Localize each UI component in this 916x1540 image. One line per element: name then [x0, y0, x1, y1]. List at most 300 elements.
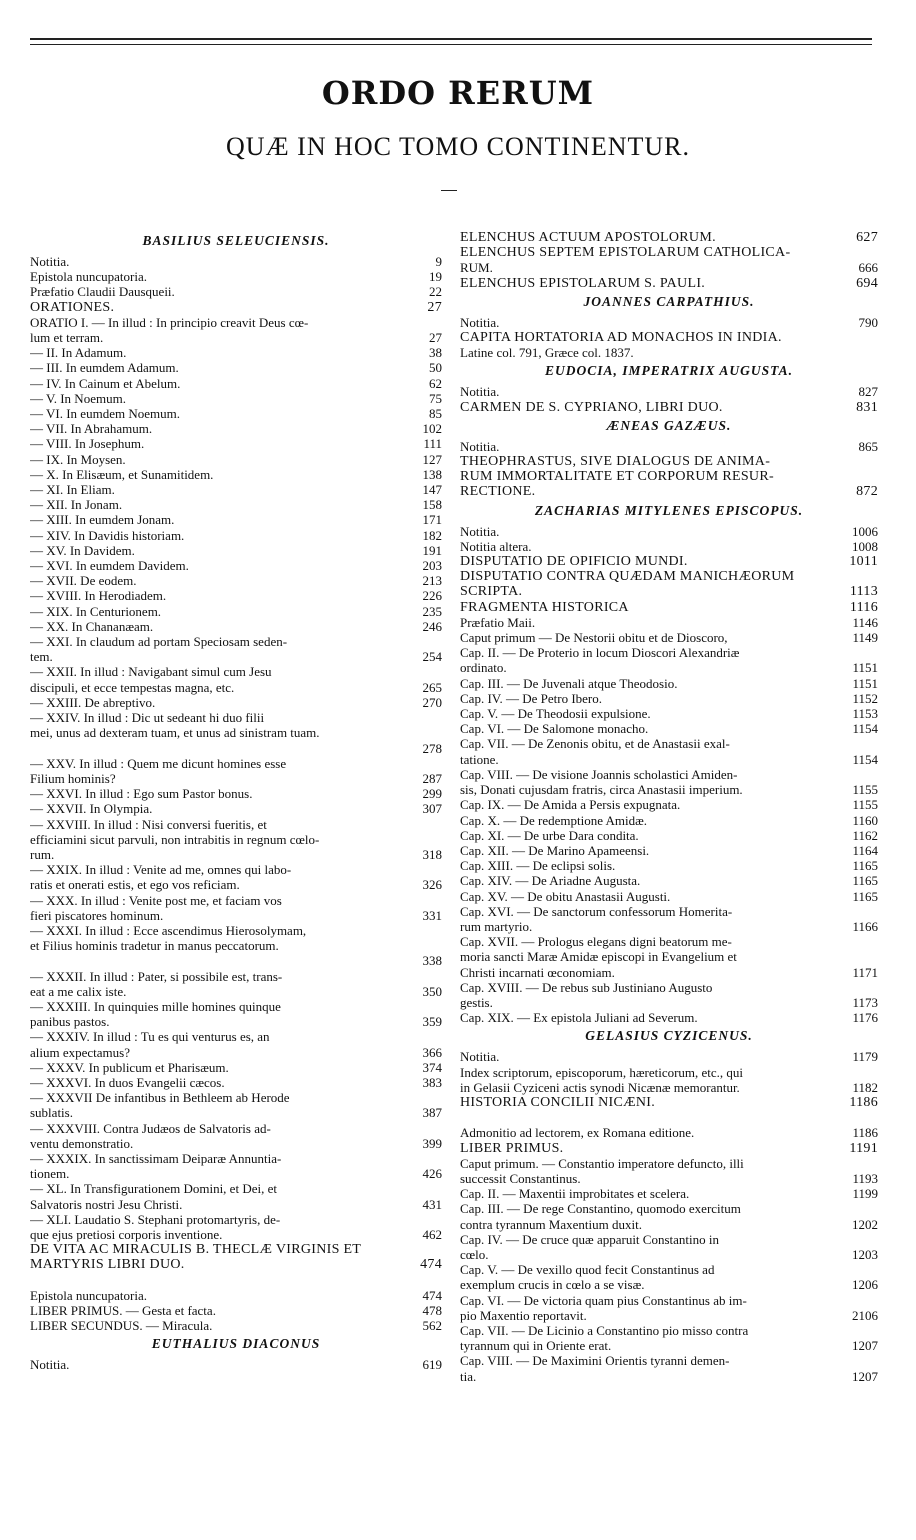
toc-entry [30, 1045, 442, 1060]
toc-entry-text: — XL. In Transfigurationem Domini, et Dei, et [30, 1181, 277, 1197]
toc-entry-page: 278 [420, 741, 443, 756]
toc-entry-page: 158 [420, 497, 443, 512]
toc-entry-text: Notitia altera. [460, 538, 532, 554]
toc-entry [460, 1232, 878, 1247]
toc-entry [460, 630, 878, 645]
toc-entry-text [30, 953, 33, 968]
toc-entry-text: tia. [460, 1368, 477, 1384]
toc-entry-page: 270 [420, 695, 443, 710]
toc-entry-page: 22 [426, 284, 442, 299]
top-rule [30, 38, 872, 45]
toc-entry-text: RECTIONE. [460, 484, 536, 500]
toc-entry [30, 1151, 442, 1166]
toc-entry-page: 426 [420, 1166, 443, 1181]
toc-entry-text: — XXIV. In illud : Dic ut sedeant hi duo filii [30, 710, 265, 726]
toc-entry-page: 246 [420, 619, 443, 634]
section-heading: BASILIUS SELEUCIENSIS. [142, 233, 330, 248]
toc-entry-page: 1155 [849, 797, 878, 812]
toc-entry [460, 782, 878, 797]
toc-entry [30, 877, 442, 892]
toc-entry-text: CARMEN DE S. CYPRIANO, LIBRI DUO. [460, 399, 723, 415]
toc-entry [30, 634, 442, 649]
toc-entry [30, 847, 442, 862]
toc-entry-text: tatione. [460, 751, 499, 767]
toc-entry-page: 27 [426, 330, 442, 345]
toc-entry-text: Cap. II. — Maxentii improbitates et scelera. [460, 1186, 690, 1202]
toc-entry-page: 359 [420, 1014, 443, 1029]
toc-entry-page: 1179 [849, 1049, 878, 1064]
toc-entry-text: Cap. VI. — De victoria quam pius Constantinus ab im- [460, 1292, 747, 1308]
toc-entry-page: 1008 [849, 539, 878, 554]
toc-entry [460, 645, 878, 660]
toc-entry-text: — XXXVIII. Contra Judæos de Salvatoris ad- [30, 1120, 271, 1136]
toc-entry-text: — XXXVI. In duos Evangelii cæcos. [30, 1074, 225, 1090]
toc-entry-page: 102 [420, 421, 443, 436]
toc-entry-text: — XXII. In illud : Navigabant simul cum Jesu [30, 664, 272, 680]
toc-entry-page: 191 [420, 543, 443, 558]
toc-entry-text: Epistola nuncupatoria. [30, 1287, 147, 1303]
toc-entry-text: Cap. VIII. — De visione Joannis scholastici Amiden- [460, 766, 738, 782]
toc-entry-page: 1006 [849, 524, 878, 539]
toc-entry-page: 366 [420, 1045, 443, 1060]
toc-entry-text: Cap. IV. — De cruce quæ apparuit Constantino in [460, 1231, 719, 1247]
toc-entry [460, 1277, 878, 1292]
toc-entry-page: 666 [856, 260, 879, 275]
toc-entry-page: 213 [420, 573, 443, 588]
toc-entry-text: Cap. VIII. — De Maximini Orientis tyranni demen- [460, 1353, 730, 1369]
toc-entry [30, 741, 442, 756]
section-heading: JOANNES CARPATHIUS. [583, 293, 755, 309]
toc-entry-text: Notitia. [460, 314, 500, 330]
toc-entry-page: 1165 [849, 889, 878, 904]
toc-entry [460, 1217, 878, 1232]
toc-entry-text: — V. In Noemum. [30, 390, 126, 406]
toc-entry-text: SCRIPTA. [460, 584, 523, 600]
toc-entry [30, 786, 442, 801]
toc-entry-text: ELENCHUS EPISTOLARUM S. PAULI. [460, 275, 706, 291]
toc-entry [30, 482, 442, 497]
toc-entry [460, 965, 878, 980]
section-heading: GELASIUS CYZICENUS. [585, 1028, 753, 1044]
toc-entry-text: efficiamini sicut parvuli, non intrabitis in regnum cœlo- [30, 831, 320, 847]
toc-entry-page: 1202 [849, 1217, 878, 1232]
toc-entry [460, 1171, 878, 1186]
toc-entry [460, 1125, 878, 1140]
toc-entry-page: 203 [420, 558, 443, 573]
toc-entry-text: exemplum crucis in cœlo a se visæ. [460, 1277, 645, 1293]
toc-entry [460, 439, 878, 454]
toc-entry-text: Præfatio Maii. [460, 614, 536, 630]
toc-entry-text: DISPUTATIO DE OPIFICIO MUNDI. [460, 554, 688, 570]
toc-entry [460, 660, 878, 675]
toc-entry [460, 1293, 878, 1308]
toc-entry-text: — VIII. In Josephum. [30, 436, 145, 452]
toc-entry-text: Admonitio ad lectorem, ex Romana editione. [460, 1125, 695, 1141]
toc-entry-text: — XXXIX. In sanctissimam Deiparæ Annuntia- [30, 1150, 282, 1166]
toc-entry-page: 387 [420, 1105, 443, 1120]
toc-entry-page: 1207 [849, 1338, 878, 1353]
toc-entry [460, 1353, 878, 1368]
toc-entry-text: Cap. VI. — De Salomone monacho. [460, 721, 649, 737]
toc-entry-text: FRAGMENTA HISTORICA [460, 599, 629, 615]
toc-entry [30, 1060, 442, 1075]
toc-entry-page: 374 [420, 1060, 443, 1075]
toc-entry-text: ORATIO I. — In illud : In principio creavit Deus cœ- [30, 314, 309, 330]
toc-entry-text: Salvatoris nostri Jesu Christi. [30, 1196, 183, 1212]
toc-entry [30, 893, 442, 908]
toc-entry-text: — XXXV. In publicum et Pharisæum. [30, 1059, 229, 1075]
toc-entry-text: Cap. XVII. — Prologus elegans digni beatorum me- [460, 934, 732, 950]
toc-entry [460, 276, 878, 291]
toc-entry [460, 919, 878, 934]
toc-entry-page: 1162 [849, 828, 878, 843]
toc-entry-text: tionem. [30, 1166, 70, 1182]
toc-entry [460, 345, 878, 360]
toc-entry-page: 1193 [849, 1171, 878, 1186]
toc-entry [460, 1080, 878, 1095]
toc-entry-text: Notitia. [30, 254, 70, 269]
toc-entry-text: Caput primum — De Nestorii obitu et de Dioscoro, [460, 630, 728, 646]
toc-entry-text: contra tyrannum Maxentium duxit. [460, 1216, 642, 1232]
toc-entry [460, 615, 878, 630]
toc-entry [30, 315, 442, 330]
toc-entry [30, 528, 442, 543]
toc-entry [460, 980, 878, 995]
toc-entry-text: discipuli, et ecce tempestas magna, etc. [30, 679, 235, 695]
toc-entry-text: sis, Donati cujusdam fratris, circa Anastasii imperium. [460, 782, 743, 798]
toc-entry-page: 831 [853, 400, 878, 415]
toc-entry-text: gestis. [460, 994, 493, 1010]
toc-entry-text: LIBER PRIMUS. [460, 1140, 564, 1156]
toc-entry-page: 127 [420, 452, 443, 467]
toc-entry [460, 1338, 878, 1353]
toc-entry-text: in Gelasii Cyziceni actis synodi Nicænæ memorantur. [460, 1079, 740, 1095]
toc-entry-page: 1207 [849, 1369, 878, 1384]
toc-entry [460, 1247, 878, 1262]
toc-entry-text: moria sancti Maræ Amidæ episcopi in Evangelium et [460, 949, 737, 965]
toc-entry [30, 284, 442, 299]
toc-entry [30, 406, 442, 421]
toc-entry [30, 938, 442, 953]
toc-entry-text: ORATIONES. [30, 299, 115, 315]
toc-entry-page: 474 [417, 1257, 442, 1272]
toc-entry-text: — XXXII. In illud : Pater, si possibile est, trans- [30, 968, 283, 984]
toc-entry-text: — XXXIII. In quinquies mille homines quinque [30, 998, 281, 1014]
toc-entry [460, 889, 878, 904]
section-heading: ZACHARIAS MITYLENES EPISCOPUS. [534, 502, 804, 518]
toc-entry [30, 832, 442, 847]
toc-entry [30, 649, 442, 664]
section-heading: EUTHALIUS DIACONUS [151, 1336, 321, 1352]
toc-entry-page: 38 [426, 345, 442, 360]
toc-entry-text [30, 741, 33, 756]
toc-entry [30, 543, 442, 558]
toc-entry [30, 756, 442, 771]
toc-entry-page: 1203 [849, 1247, 878, 1262]
toc-entry [460, 1065, 878, 1080]
toc-entry [460, 484, 878, 499]
toc-entry [30, 1357, 442, 1372]
toc-entry-page: 1186 [849, 1125, 878, 1140]
toc-entry-page: 1191 [846, 1141, 878, 1156]
toc-entry-page: 865 [856, 439, 879, 454]
toc-entry-text: ventu demonstratio. [30, 1135, 134, 1151]
toc-entry [30, 923, 442, 938]
toc-entry [460, 767, 878, 782]
toc-entry [30, 512, 442, 527]
toc-entry-text: lum et terram. [30, 330, 104, 346]
section-heading: EUDOCIA, IMPERATRIX AUGUSTA. [544, 363, 794, 379]
toc-entry [30, 619, 442, 634]
toc-entry-text: Notitia. [460, 523, 500, 539]
toc-entry-page: 326 [420, 877, 443, 892]
toc-entry [30, 604, 442, 619]
toc-entry [30, 1318, 442, 1333]
toc-entry-page: 1171 [849, 965, 878, 980]
toc-entry-text: ELENCHUS ACTUUM APOSTOLORUM. [460, 230, 716, 245]
toc-entry-text: MARTYRIS LIBRI DUO. [30, 1257, 185, 1273]
toc-entry [460, 995, 878, 1010]
toc-entry-text: — XXVI. In illud : Ego sum Pastor bonus. [30, 786, 253, 802]
toc-entry [460, 600, 878, 615]
toc-entry-text: Cap. II. — De Proterio in locum Dioscori Alexandriæ [460, 645, 740, 661]
toc-entry-page: 171 [420, 512, 443, 527]
toc-entry-page: 872 [853, 484, 878, 499]
toc-entry [460, 736, 878, 751]
toc-entry-text: Caput primum. — Constantio imperatore defuncto, illi [460, 1155, 744, 1171]
toc-entry [30, 345, 442, 360]
toc-entry [30, 725, 442, 740]
toc-entry [460, 584, 878, 599]
toc-entry [30, 269, 442, 284]
toc-entry [460, 828, 878, 843]
toc-entry-page: 50 [426, 360, 442, 375]
toc-entry-page: 1011 [846, 554, 878, 569]
toc-entry [460, 315, 878, 330]
toc-entry-text: — XXXVII De infantibus in Bethleem ab Herode [30, 1090, 290, 1106]
toc-entry-text: pio Maxentio reportavit. [460, 1307, 587, 1323]
toc-entry-text: — XI. In Eliam. [30, 482, 115, 498]
toc-entry [30, 376, 442, 391]
toc-entry [30, 1075, 442, 1090]
toc-entry [460, 1010, 878, 1025]
toc-entry-text: mei, unus ad dexteram tuam, et unus ad sinistram tuam. [30, 725, 320, 741]
toc-entry-page: 462 [420, 1227, 443, 1242]
toc-entry-page: 790 [856, 315, 879, 330]
toc-entry-page: 1199 [849, 1186, 878, 1201]
toc-entry [30, 1105, 442, 1120]
toc-entry-text: et Filius hominis tradetur in manus peccatorum. [30, 938, 279, 954]
toc-entry [30, 1212, 442, 1227]
toc-entry-page: 1182 [849, 1080, 878, 1095]
toc-entry [460, 706, 878, 721]
toc-entry-text: Præfatio Claudii Dausqueii. [30, 284, 175, 300]
toc-entry [30, 360, 442, 375]
toc-entry [30, 999, 442, 1014]
toc-entry-text: Cap. IV. — De Petro Ibero. [460, 690, 603, 706]
toc-entry-text: alium expectamus? [30, 1044, 130, 1060]
toc-entry-text: Cap. V. — De vexillo quod fecit Constantinus ad [460, 1262, 715, 1278]
toc-entry-page: 2106 [849, 1308, 878, 1323]
toc-entry-page: 1151 [849, 660, 878, 675]
toc-entry-text: rum martyrio. [460, 918, 533, 934]
toc-entry-text: — XVI. In eumdem Davidem. [30, 558, 189, 574]
toc-entry [460, 539, 878, 554]
toc-entry [30, 1303, 442, 1318]
toc-entry [460, 260, 878, 275]
toc-entry [30, 908, 442, 923]
toc-entry-text: LIBER SECUNDUS. — Miracula. [30, 1318, 213, 1334]
toc-entry [30, 953, 442, 968]
section-heading: ÆNEAS GAZÆUS. [606, 417, 732, 433]
toc-entry-text: Notitia. [460, 438, 500, 454]
toc-entry-text: Index scriptorum, episcoporum, hæreticorum, etc., qui [460, 1064, 744, 1080]
toc-entry [460, 691, 878, 706]
toc-entry-text: Cap. XI. — De urbe Dara condita. [460, 827, 639, 843]
toc-entry-text: — XVII. De eodem. [30, 573, 137, 589]
toc-entry-page: 827 [856, 384, 879, 399]
toc-entry-page: 254 [420, 649, 443, 664]
toc-entry-text: ordinato. [460, 660, 507, 676]
toc-entry-page: 287 [420, 771, 443, 786]
toc-entry [460, 843, 878, 858]
toc-entry [30, 969, 442, 984]
toc-entry-text [460, 1110, 463, 1125]
toc-entry [30, 452, 442, 467]
toc-entry [460, 752, 878, 767]
toc-entry-text: DE VITA AC MIRACULIS B. THECLÆ VIRGINIS ET [30, 1242, 362, 1258]
toc-entry-text: — XX. In Chananæam. [30, 618, 154, 634]
toc-entry-text: DISPUTATIO CONTRA QUÆDAM MANICHÆORUM [460, 569, 795, 585]
toc-entry-text: Notitia. [460, 1049, 500, 1065]
toc-entry-page: 1173 [849, 995, 878, 1010]
toc-entry [460, 554, 878, 569]
toc-entry-text: — IX. In Moysen. [30, 451, 126, 467]
toc-entry-text: Cap. III. — De rege Constantino, quomodo exercitum [460, 1201, 741, 1217]
toc-entry [460, 330, 878, 345]
toc-entry-page: 431 [420, 1197, 443, 1212]
toc-entry [460, 858, 878, 873]
toc-entry [30, 984, 442, 999]
toc-entry-text: Filium hominis? [30, 770, 116, 786]
toc-entry-page: 694 [853, 276, 878, 291]
toc-entry [460, 469, 878, 484]
toc-entry-text: — XXV. In illud : Quem me dicunt homines esse [30, 755, 287, 771]
toc-entry [30, 710, 442, 725]
toc-entry [30, 1197, 442, 1212]
toc-entry-text: — XXVII. In Olympia. [30, 801, 153, 817]
toc-entry-text: Cap. XVIII. — De rebus sub Justiniano Augusto [460, 979, 713, 995]
toc-entry [460, 1186, 878, 1201]
toc-entry-page: 331 [420, 908, 443, 923]
toc-entry [460, 949, 878, 964]
toc-entry-page: 1154 [849, 721, 878, 736]
toc-entry [30, 1014, 442, 1029]
toc-entry-text: RUM IMMORTALITATE ET CORPORUM RESUR- [460, 469, 774, 485]
toc-entry-page: 1166 [849, 919, 878, 934]
toc-entry-text: eat a me calix iste. [30, 983, 127, 999]
toc-entry-page: 1155 [849, 782, 878, 797]
toc-entry-text: THEOPHRASTUS, SIVE DIALOGUS DE ANIMA- [460, 454, 771, 470]
toc-entry-page: 1113 [847, 584, 878, 599]
toc-entry [30, 436, 442, 451]
toc-entry-text: Christi incarnati œconomiam. [460, 964, 615, 980]
toc-entry-page: 1152 [849, 691, 878, 706]
toc-entry-text: — XXXIV. In illud : Tu es qui venturus es, an [30, 1029, 270, 1045]
toc-entry [30, 573, 442, 588]
toc-entry-text: — VII. In Abrahamum. [30, 421, 153, 437]
toc-entry-page: 562 [420, 1318, 443, 1333]
toc-entry [460, 1095, 878, 1110]
toc-entry-text: Notitia. [30, 1357, 70, 1373]
toc-entry-text: Cap. V. — De Theodosii expulsione. [460, 706, 651, 722]
toc-entry-text: — XIII. In eumdem Jonam. [30, 512, 175, 528]
toc-entry [460, 1201, 878, 1216]
toc-entry-text: Cap. XIX. — Ex epistola Juliani ad Severum. [460, 1010, 698, 1026]
toc-entry-page: 19 [426, 269, 442, 284]
toc-entry [460, 245, 878, 260]
toc-entry [30, 1273, 442, 1288]
toc-entry-page: 299 [420, 786, 443, 801]
toc-entry [30, 1029, 442, 1044]
toc-entry-text: fieri piscatores hominum. [30, 907, 164, 923]
toc-entry [30, 497, 442, 512]
toc-entry-page: 1116 [847, 600, 878, 615]
toc-entry-page: 627 [853, 230, 878, 245]
toc-entry-text: — XVIII. In Herodiadem. [30, 588, 167, 604]
toc-entry-page: 9 [433, 254, 443, 269]
toc-entry [460, 230, 878, 245]
toc-entry-text: panibus pastos. [30, 1014, 110, 1030]
toc-entry-text: — XXIII. De abreptivo. [30, 694, 156, 710]
toc-entry-page: 265 [420, 680, 443, 695]
toc-entry-page: 1153 [849, 706, 878, 721]
toc-entry [460, 1323, 878, 1338]
toc-entry-text: — IV. In Cainum et Abelum. [30, 375, 181, 391]
toc-entry-text: — XIX. In Centurionem. [30, 603, 162, 619]
toc-entry [460, 873, 878, 888]
toc-entry [30, 1090, 442, 1105]
toc-entry-page: 235 [420, 604, 443, 619]
toc-entry-page: 182 [420, 528, 443, 543]
toc-entry [30, 1227, 442, 1242]
toc-entry-page: 338 [420, 953, 443, 968]
toc-entry [30, 588, 442, 603]
toc-entry-text: CAPITA HORTATORIA AD MONACHOS IN INDIA. [460, 330, 782, 346]
toc-entry-page: 383 [420, 1075, 443, 1090]
toc-entry-page: 1160 [849, 813, 878, 828]
toc-entry-page: 307 [420, 801, 443, 816]
left-column [30, 230, 442, 1373]
toc-entry [30, 391, 442, 406]
toc-entry-text: RUM. [460, 260, 493, 276]
toc-entry-text: sublatis. [30, 1105, 73, 1121]
toc-entry-page: 350 [420, 984, 443, 999]
toc-entry [460, 676, 878, 691]
toc-entry-page: 1149 [849, 630, 878, 645]
toc-entry-text: Cap. VII. — De Zenonis obitu, et de Anastasii exal- [460, 736, 730, 752]
toc-entry-text: rum. [30, 846, 55, 862]
toc-entry [30, 330, 442, 345]
toc-entry [460, 1156, 878, 1171]
toc-entry-text: Cap. XV. — De obitu Anastasii Augusti. [460, 888, 671, 904]
toc-entry-text: — XXIX. In illud : Venite ad me, omnes qui labo- [30, 862, 292, 878]
toc-entry-page: 75 [426, 391, 442, 406]
toc-entry-text: Latine col. 791, Græce col. 1837. [460, 345, 634, 361]
toc-entry-text: ratis et onerati estis, et ego vos reficiam. [30, 877, 240, 893]
toc-entry-text: Cap. IX. — De Amida a Persis expugnata. [460, 797, 681, 813]
toc-entry [460, 813, 878, 828]
